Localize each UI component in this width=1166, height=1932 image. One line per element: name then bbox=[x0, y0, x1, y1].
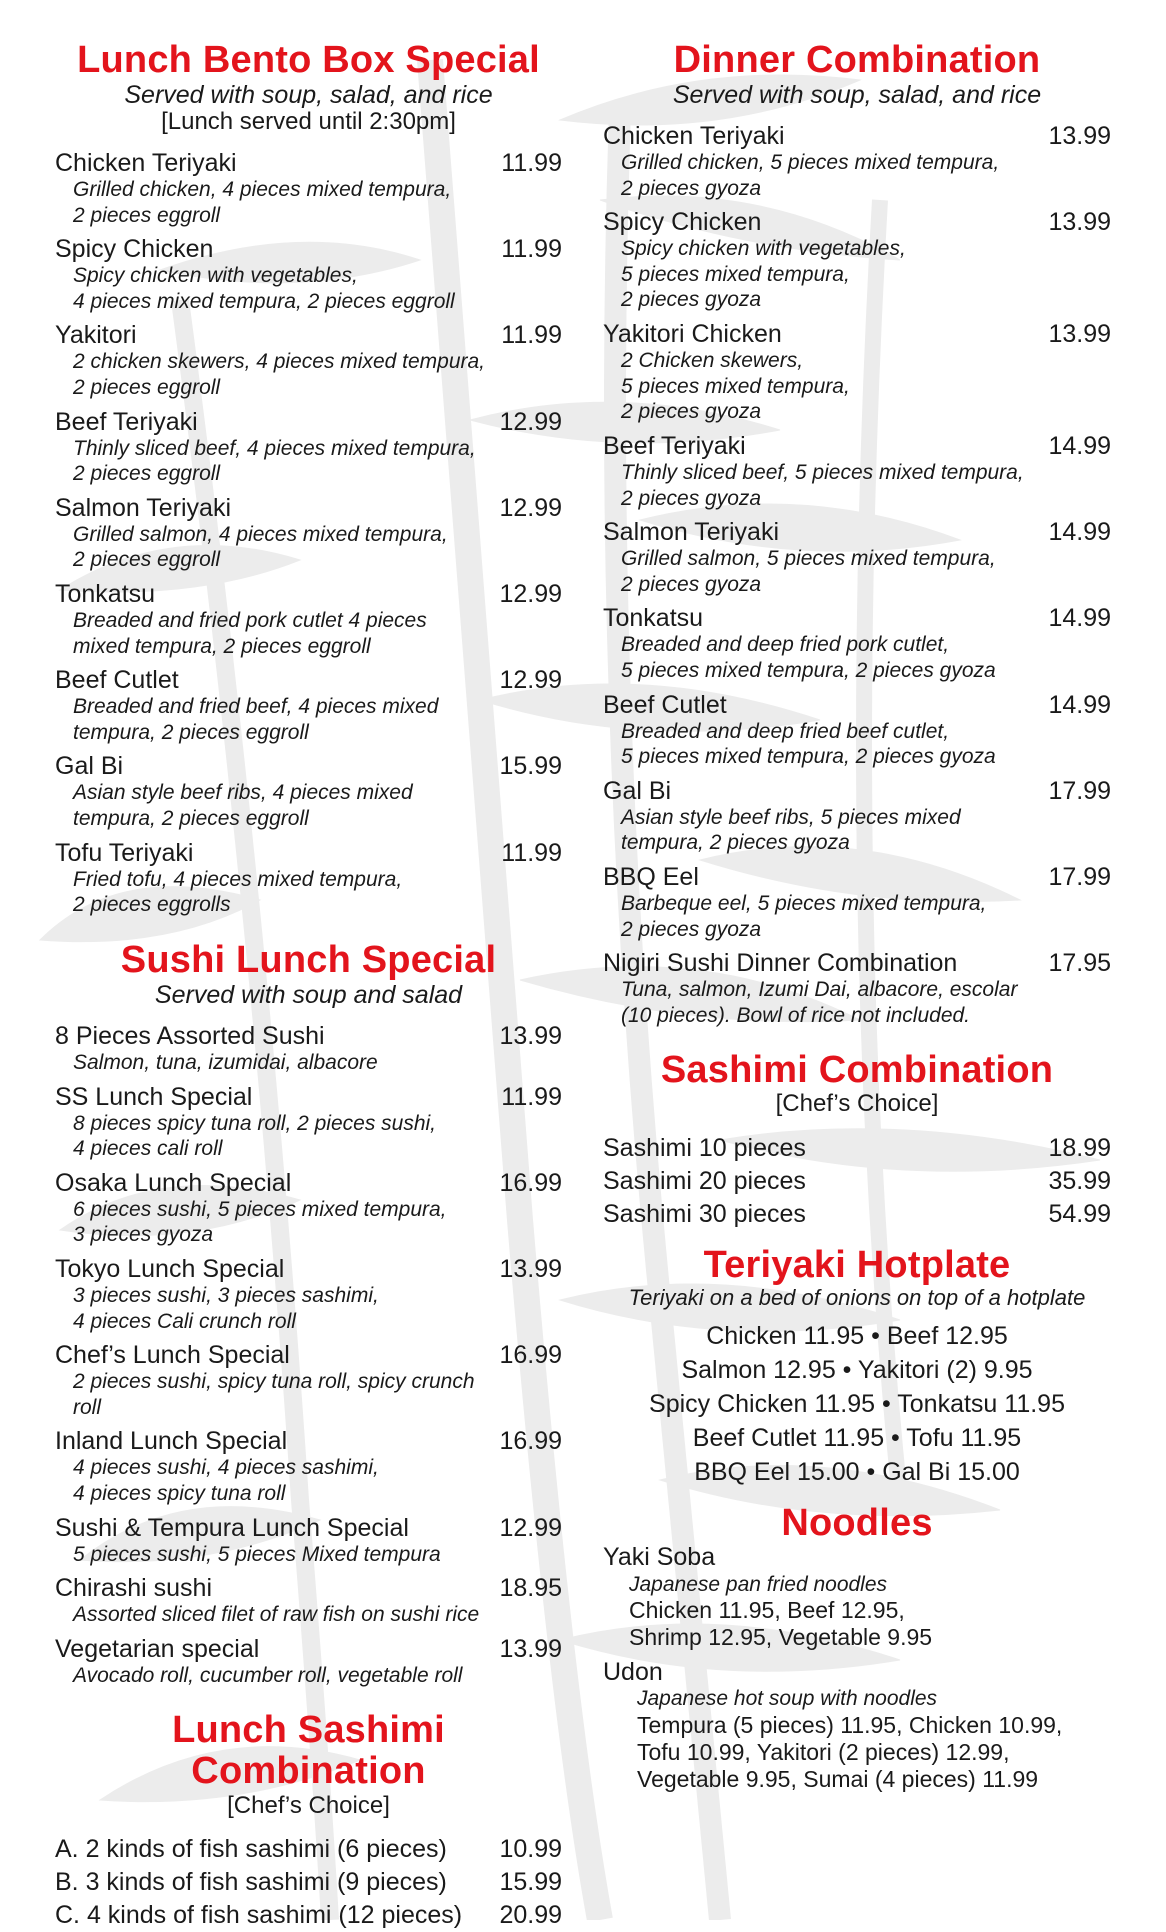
item-price: 14.99 bbox=[1048, 431, 1111, 460]
item-description: 4 pieces sushi, 4 pieces sashimi, bbox=[73, 1456, 379, 1480]
item-price-line: Tempura (5 pieces) 11.95, Chicken 10.99, bbox=[637, 1711, 1063, 1738]
item-description: 3 pieces sushi, 3 pieces sashimi, bbox=[73, 1283, 379, 1307]
item-name: Osaka Lunch Special bbox=[55, 1168, 292, 1197]
section-title: Teriyaki Hotplate bbox=[703, 1244, 1011, 1287]
item-name: Beef Teriyaki bbox=[55, 407, 198, 436]
item-description: Thinly sliced beef, 5 pieces mixed tempura, bbox=[621, 460, 1024, 484]
menu-item-list bbox=[55, 1023, 562, 1689]
hotplate-lines bbox=[603, 1319, 1111, 1489]
item-description: 2 pieces eggroll bbox=[73, 203, 221, 227]
section-note: [Lunch served until 2:30pm] bbox=[161, 108, 456, 136]
item-price: 17.95 bbox=[1048, 949, 1111, 978]
menu-item bbox=[55, 1023, 562, 1076]
item-name: Tonkatsu bbox=[55, 580, 156, 608]
item-description: 2 pieces sushi, spicy tuna roll, spicy crunch roll bbox=[73, 1370, 475, 1419]
item-description: mixed tempura, 2 pieces eggroll bbox=[73, 634, 371, 658]
item-description: Grilled chicken, 4 pieces mixed tempura, bbox=[73, 177, 452, 201]
section-title: Dinner Combination bbox=[673, 39, 1041, 81]
item-description: Barbeque eel, 5 pieces mixed tempura, bbox=[621, 892, 987, 915]
item-description: 8 pieces spicy tuna roll, 2 pieces sushi, bbox=[73, 1111, 437, 1135]
item-name: BBQ Eel bbox=[603, 863, 699, 891]
item-description: Grilled chicken, 5 pieces mixed tempura, bbox=[621, 151, 1000, 175]
menu-item bbox=[55, 840, 562, 918]
menu-item bbox=[55, 753, 562, 831]
item-price: 16.99 bbox=[499, 1168, 562, 1197]
item-description: Grilled salmon, 4 pieces mixed tempura, bbox=[73, 522, 448, 546]
item-name: Yaki Soba bbox=[603, 1543, 716, 1572]
item-description: Japanese hot soup with noodles bbox=[637, 1687, 938, 1711]
menu-item bbox=[55, 150, 562, 228]
item-name: Sushi & Tempura Lunch Special bbox=[55, 1513, 409, 1542]
section-title: Sushi Lunch Special bbox=[120, 938, 497, 981]
price-row bbox=[55, 1833, 562, 1866]
item-name: Beef Teriyaki bbox=[603, 431, 746, 460]
item-description: 2 Chicken skewers, bbox=[621, 349, 804, 373]
item-price: 11.99 bbox=[501, 838, 562, 867]
item-description: 2 pieces eggrolls bbox=[73, 893, 231, 917]
item-price: 11.99 bbox=[501, 235, 562, 264]
item-name: C. 4 kinds of fish sashimi (12 pieces) bbox=[55, 1901, 463, 1930]
item-price: 12.99 bbox=[499, 1513, 562, 1542]
section-title: Sashimi Combination bbox=[660, 1049, 1054, 1092]
menu-item bbox=[55, 1084, 562, 1162]
item-description: 2 pieces gyoza bbox=[621, 288, 762, 312]
hotplate-line: BBQ Eel 15.00 • Gal Bi 15.00 bbox=[694, 1458, 1020, 1486]
item-name: A. 2 kinds of fish sashimi (6 pieces) bbox=[55, 1835, 447, 1864]
noodle-list bbox=[603, 1544, 1111, 1793]
item-name: Tofu Teriyaki bbox=[55, 838, 194, 867]
menu-item bbox=[55, 1575, 562, 1628]
item-name: Tonkatsu bbox=[603, 604, 704, 633]
item-price: 13.99 bbox=[1048, 208, 1111, 237]
menu-item bbox=[603, 433, 1111, 511]
menu-item bbox=[55, 1342, 562, 1420]
menu-item bbox=[603, 123, 1111, 201]
item-name: SS Lunch Special bbox=[55, 1082, 253, 1111]
menu-item bbox=[603, 778, 1111, 856]
sashimi-combination-section bbox=[603, 1050, 1111, 1231]
item-name: Tokyo Lunch Special bbox=[55, 1254, 285, 1283]
item-description: 5 pieces mixed tempura, 2 pieces gyoza bbox=[621, 658, 996, 682]
item-name: Udon bbox=[603, 1657, 663, 1686]
item-price-line: Vegetable 9.95, Sumai (4 pieces) 11.99 bbox=[637, 1765, 1039, 1792]
noodle-item bbox=[603, 1544, 1111, 1651]
item-name: Beef Cutlet bbox=[603, 690, 727, 719]
item-name: Sashimi 20 pieces bbox=[603, 1167, 806, 1196]
item-description: (10 pieces). Bowl of rice not included. bbox=[621, 1003, 971, 1027]
menu-item bbox=[55, 322, 562, 400]
item-description: 5 pieces mixed tempura, 2 pieces gyoza bbox=[621, 745, 996, 769]
menu-item bbox=[55, 495, 562, 573]
price-row bbox=[603, 1198, 1111, 1231]
item-description: tempura, 2 pieces eggroll bbox=[73, 807, 309, 831]
item-price-line: Chicken 11.95, Beef 12.95, bbox=[629, 1596, 905, 1623]
item-description: Breaded and deep fried beef cutlet, bbox=[621, 719, 950, 743]
menu-item bbox=[603, 605, 1111, 683]
item-description: Breaded and fried beef, 4 pieces mixed bbox=[73, 695, 439, 719]
item-price: 13.99 bbox=[499, 1634, 562, 1663]
item-price: 12.99 bbox=[499, 580, 562, 608]
item-price: 15.99 bbox=[499, 1868, 562, 1897]
item-price: 13.99 bbox=[1048, 122, 1111, 151]
item-name: Salmon Teriyaki bbox=[55, 493, 232, 522]
menu-item bbox=[55, 1170, 562, 1248]
item-price: 12.99 bbox=[499, 407, 562, 436]
item-name: Gal Bi bbox=[603, 776, 672, 805]
item-description: 5 pieces sushi, 5 pieces Mixed tempura bbox=[73, 1542, 441, 1566]
item-price: 16.99 bbox=[499, 1341, 562, 1370]
price-row bbox=[603, 1165, 1111, 1198]
item-description: Asian style beef ribs, 4 pieces mixed bbox=[73, 781, 413, 805]
item-description: 5 pieces mixed tempura, bbox=[621, 374, 850, 398]
price-row bbox=[55, 1899, 562, 1932]
item-name: Gal Bi bbox=[55, 752, 124, 781]
item-name: Chicken Teriyaki bbox=[55, 148, 237, 177]
item-description: 4 pieces mixed tempura, 2 pieces eggroll bbox=[73, 289, 455, 313]
item-name: Chef’s Lunch Special bbox=[55, 1341, 290, 1370]
teriyaki-hotplate-section bbox=[603, 1245, 1111, 1489]
hotplate-line: Salmon 12.95 • Yakitori (2) 9.95 bbox=[681, 1356, 1033, 1384]
hotplate-line: Beef Cutlet 11.95 • Tofu 11.95 bbox=[692, 1424, 1022, 1452]
section-note: [Chef’s Choice] bbox=[227, 1791, 390, 1819]
left-column bbox=[55, 40, 562, 1932]
item-description: Assorted sliced filet of raw fish on sushi rice bbox=[73, 1603, 480, 1627]
item-price: 13.99 bbox=[1048, 320, 1111, 349]
item-description: 2 pieces gyoza bbox=[621, 176, 762, 200]
item-description: 2 pieces eggroll bbox=[73, 462, 221, 486]
item-description: Tuna, salmon, Izumi Dai, albacore, escolar bbox=[621, 978, 1018, 1002]
menu-item bbox=[603, 692, 1111, 770]
menu-item bbox=[55, 409, 562, 487]
item-description: 3 pieces gyoza bbox=[73, 1223, 214, 1247]
item-name: B. 3 kinds of fish sashimi (9 pieces) bbox=[55, 1868, 447, 1897]
item-description: Asian style beef ribs, 5 pieces mixed bbox=[621, 805, 961, 829]
item-price: 18.99 bbox=[1048, 1134, 1111, 1163]
item-name: Sashimi 30 pieces bbox=[603, 1200, 806, 1229]
item-name: Yakitori bbox=[55, 321, 137, 350]
item-description: 2 pieces gyoza bbox=[621, 400, 762, 424]
item-name: Chirashi sushi bbox=[55, 1574, 213, 1603]
price-row bbox=[55, 1866, 562, 1899]
item-price: 20.99 bbox=[499, 1901, 562, 1930]
menu-item-list bbox=[603, 123, 1111, 1028]
price-list bbox=[603, 1132, 1111, 1231]
lunch-sashimi-section bbox=[55, 1710, 562, 1932]
noodles-section bbox=[603, 1503, 1111, 1793]
item-description: tempura, 2 pieces gyoza bbox=[621, 831, 850, 855]
item-description: 4 pieces Cali crunch roll bbox=[73, 1309, 296, 1333]
item-name: Inland Lunch Special bbox=[55, 1427, 288, 1456]
item-description: Grilled salmon, 5 pieces mixed tempura, bbox=[621, 547, 996, 571]
hotplate-line: Chicken 11.95 • Beef 12.95 bbox=[706, 1322, 1008, 1350]
item-price: 12.99 bbox=[499, 666, 562, 695]
item-name: Sashimi 10 pieces bbox=[603, 1134, 806, 1163]
item-description: 2 pieces eggroll bbox=[73, 375, 221, 399]
dinner-combination-section bbox=[603, 40, 1111, 1028]
menu-item bbox=[603, 209, 1111, 313]
item-price: 15.99 bbox=[499, 752, 562, 781]
item-price: 11.99 bbox=[501, 148, 562, 177]
section-subtitle: Served with soup and salad bbox=[154, 980, 463, 1009]
menu-item bbox=[55, 1636, 562, 1689]
item-name: Spicy Chicken bbox=[55, 235, 214, 264]
item-description: 6 pieces sushi, 5 pieces mixed tempura, bbox=[73, 1197, 447, 1221]
item-price: 12.99 bbox=[499, 493, 562, 522]
section-title: Lunch Bento Box Special bbox=[77, 39, 540, 81]
item-price: 14.99 bbox=[1048, 604, 1111, 633]
item-description: Salmon, tuna, izumidai, albacore bbox=[73, 1050, 378, 1074]
item-description: 5 pieces mixed tempura, bbox=[621, 262, 850, 286]
item-description: Breaded and fried pork cutlet 4 pieces bbox=[73, 609, 427, 632]
menu-item bbox=[55, 667, 562, 745]
section-title: Lunch Sashimi Combination bbox=[172, 1709, 445, 1793]
menu-item-list bbox=[55, 150, 562, 918]
section-title: Noodles bbox=[781, 1502, 933, 1544]
section-note: [Chef’s Choice] bbox=[775, 1090, 939, 1118]
noodle-item bbox=[603, 1659, 1111, 1793]
item-description: 2 pieces gyoza bbox=[621, 917, 762, 941]
item-price: 17.99 bbox=[1048, 863, 1111, 891]
item-description: 4 pieces cali roll bbox=[73, 1137, 223, 1161]
item-name: 8 Pieces Assorted Sushi bbox=[55, 1021, 325, 1050]
item-description: 2 pieces gyoza bbox=[621, 486, 762, 510]
item-name: Yakitori Chicken bbox=[603, 320, 782, 349]
menu-item bbox=[603, 321, 1111, 425]
item-description: 2 pieces gyoza bbox=[621, 572, 762, 596]
menu-item bbox=[603, 519, 1111, 597]
sushi-lunch-section bbox=[55, 940, 562, 1689]
item-price: 11.99 bbox=[501, 321, 562, 350]
item-price-line: Tofu 10.99, Yakitori (2 pieces) 12.99, bbox=[637, 1738, 1010, 1765]
price-row bbox=[603, 1132, 1111, 1165]
item-price: 11.99 bbox=[501, 1082, 562, 1111]
hotplate-line: Spicy Chicken 11.95 • Tonkatsu 11.95 bbox=[649, 1390, 1065, 1418]
item-name: Beef Cutlet bbox=[55, 666, 179, 695]
item-description: Fried tofu, 4 pieces mixed tempura, bbox=[73, 867, 403, 891]
item-description: Breaded and deep fried pork cutlet, bbox=[621, 633, 950, 657]
menu-item bbox=[603, 950, 1111, 1028]
item-price: 14.99 bbox=[1048, 690, 1111, 719]
item-description: 2 pieces eggroll bbox=[73, 548, 221, 572]
item-description: 2 chicken skewers, 4 pieces mixed tempura, bbox=[73, 350, 486, 374]
section-subtitle: Served with soup, salad, and rice bbox=[672, 81, 1042, 110]
item-price: 13.99 bbox=[499, 1021, 562, 1050]
item-price: 35.99 bbox=[1048, 1167, 1111, 1196]
item-description: Thinly sliced beef, 4 pieces mixed tempura, bbox=[73, 436, 476, 460]
item-price: 18.95 bbox=[499, 1574, 562, 1603]
item-name: Chicken Teriyaki bbox=[603, 122, 785, 151]
item-name: Spicy Chicken bbox=[603, 208, 762, 237]
item-description: tempura, 2 pieces eggroll bbox=[73, 720, 309, 744]
item-price: 13.99 bbox=[499, 1254, 562, 1283]
item-description: Spicy chicken with vegetables, bbox=[73, 264, 358, 288]
menu-item bbox=[55, 1515, 562, 1568]
item-description: Japanese pan fried noodles bbox=[629, 1572, 888, 1596]
right-column bbox=[603, 40, 1111, 1801]
item-name: Salmon Teriyaki bbox=[603, 518, 780, 547]
item-price: 17.99 bbox=[1048, 776, 1111, 805]
item-description: Avocado roll, cucumber roll, vegetable roll bbox=[73, 1663, 463, 1687]
lunch-bento-section bbox=[55, 40, 562, 918]
menu-item bbox=[55, 1428, 562, 1506]
section-subtitle: Served with soup, salad, and rice bbox=[124, 81, 493, 110]
item-price: 54.99 bbox=[1048, 1200, 1111, 1229]
section-subtitle: Teriyaki on a bed of onions on top of a hotplate bbox=[628, 1285, 1086, 1311]
item-price: 14.99 bbox=[1048, 518, 1111, 547]
price-list bbox=[55, 1833, 562, 1932]
item-price: 10.99 bbox=[499, 1835, 562, 1864]
menu-item bbox=[603, 864, 1111, 942]
item-description: 4 pieces spicy tuna roll bbox=[73, 1482, 286, 1505]
item-description: Spicy chicken with vegetables, bbox=[621, 237, 906, 261]
item-name: Vegetarian special bbox=[55, 1634, 260, 1663]
menu-item bbox=[55, 236, 562, 314]
item-name: Nigiri Sushi Dinner Combination bbox=[603, 949, 958, 978]
menu-item bbox=[55, 581, 562, 659]
item-price: 16.99 bbox=[499, 1427, 562, 1456]
menu-item bbox=[55, 1256, 562, 1334]
item-price-line: Shrimp 12.95, Vegetable 9.95 bbox=[629, 1623, 933, 1650]
